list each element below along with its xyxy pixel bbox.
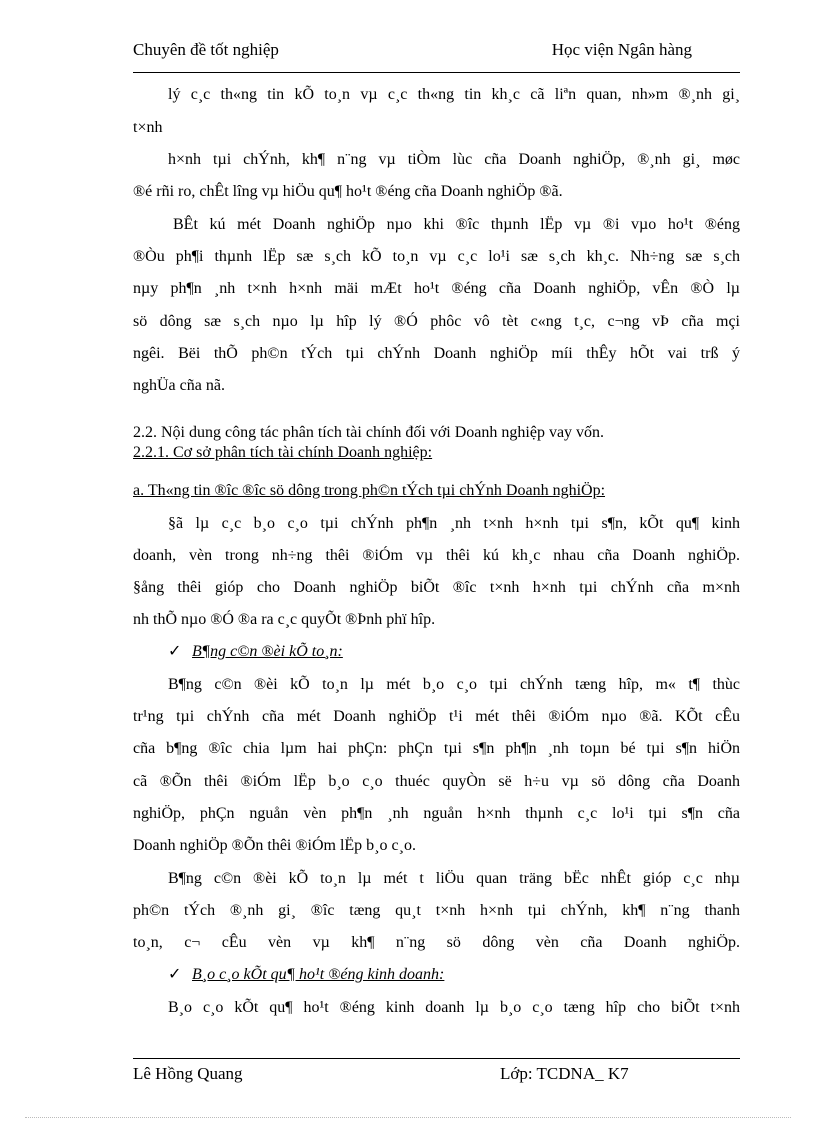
text-line: doanh, vèn trong nh÷ng thêi ®iÓm vµ thêi kú kh¸c nhau cña Doanh nghiÖp. <box>133 547 740 564</box>
text-line: ph©n tÝch ®¸nh gi¸ ®îc tæng qu¸t t×nh h×nh tµi chÝnh, kh¶ n¨ng thanh <box>133 902 740 919</box>
check-icon: ✓ <box>168 966 182 983</box>
text-line: to¸n, c¬ cÊu vèn vµ kh¶ n¨ng sö dông vèn cña Doanh nghiÖp. <box>133 934 740 951</box>
text-line: tr¹ng tµi chÝnh cña mét Doanh nghiÖp t¹i mét thêi ®iÓm nµo ®ã. KÕt cÊu <box>133 708 740 725</box>
text-line: ®Òu ph¶i thµnh lËp sæ s¸ch kÕ to¸n vµ c¸c lo¹i sæ s¸ch kh¸c. Nh÷ng sæ s¸ch <box>133 248 740 265</box>
footer-right: Lớp: TCDNA_ K7 <box>500 1064 629 1083</box>
text-line: sö dông sæ s¸ch nµo lµ hîp lý ®Ó phôc vô tèt c«ng t¸c, c¬ng vÞ cña mçi <box>133 313 740 330</box>
page-break-line <box>25 1117 791 1118</box>
footer-left: Lê Hồng Quang <box>133 1064 243 1083</box>
header-right: Học viện Ngân hàng <box>551 40 692 59</box>
text-line: Doanh nghiÖp ®Õn thêi ®iÓm lËp b¸o c¸o. <box>133 837 416 854</box>
bullet-label: B¶ng c©n ®èi kÕ to¸n: <box>192 643 343 660</box>
section-heading: 2.2. Nội dung công tác phân tích tài chính đối với Doanh nghiệp vay vốn. <box>133 424 605 441</box>
footer-rule <box>133 1058 740 1059</box>
item-heading: a. Th«ng tin ®îc ®îc sö dông trong ph©n tÝch tµi chÝnh Doanh nghiÖp: <box>133 482 606 499</box>
text-line: ®é rñi ro, chÊt lîng vµ hiÖu qu¶ ho¹t ®éng cña Doanh nghiÖp ®ã. <box>133 183 563 200</box>
check-icon: ✓ <box>168 643 182 660</box>
text-line: cña b¶ng ®îc chia lµm hai phÇn: phÇn tµi s¶n ph¶n ¸nh toµn bé tµi s¶n hiÖn <box>133 740 740 757</box>
subsection-heading: 2.2.1. Cơ sở phân tích tài chính Doanh nghiệp: <box>133 444 433 461</box>
text-line: h×nh tµi chÝnh, kh¶ n¨ng vµ tiÒm lùc cña Doanh nghiÖp, ®¸nh gi¸ møc <box>168 151 740 168</box>
text-line: lý c¸c th«ng tin kÕ to¸n vµ c¸c th«ng tin kh¸c cã liªn quan, nh»m ®¸nh gi¸ <box>168 86 740 103</box>
text-line: nµy ph¶n ¸nh t×nh h×nh mäi mÆt ho¹t ®éng cña Doanh nghiÖp, vÊn ®Ò lµ <box>133 280 740 297</box>
text-line: §ã lµ c¸c b¸o c¸o tµi chÝnh ph¶n ¸nh t×nh h×nh tµi s¶n, kÕt qu¶ kinh <box>168 515 740 532</box>
text-line: BÊt kú mét Doanh nghiÖp nµo khi ®îc thµnh lËp vµ ®i vµo ho¹t ®éng <box>173 216 740 233</box>
bullet-item <box>168 964 444 986</box>
text-line: cã ®Õn thêi ®iÓm lËp b¸o c¸o thuéc quyÒn së h÷u vµ sö dông cña Doanh <box>133 773 740 790</box>
text-line: ngêi. Bëi thÕ ph©n tÝch tµi chÝnh Doanh nghiÖp míi thÊy hÕt vai trß ý <box>133 345 740 362</box>
text-line: nghÜa cña nã. <box>133 377 225 394</box>
text-line: nghiÖp, phÇn nguån vèn ph¶n ¸nh nguån h×nh thµnh c¸c lo¹i tµi s¶n cña <box>133 805 740 822</box>
text-line: B¶ng c©n ®èi kÕ to¸n lµ mét b¸o c¸o tµi chÝnh tæng hîp, m« t¶ thùc <box>168 676 740 693</box>
text-line: B¶ng c©n ®èi kÕ to¸n lµ mét t liÖu quan träng bËc nhÊt gióp c¸c nhµ <box>168 870 740 887</box>
bullet-item <box>168 641 343 663</box>
page-header <box>133 38 740 64</box>
text-line: B¸o c¸o kÕt qu¶ ho¹t ®éng kinh doanh lµ b¸o c¸o tæng hîp cho biÕt t×nh <box>168 999 740 1016</box>
header-left: Chuyên đề tốt nghiệp <box>133 40 279 59</box>
header-rule <box>133 72 740 73</box>
text-line: t×nh <box>133 119 163 136</box>
bullet-label: B¸o c¸o kÕt qu¶ ho¹t ®éng kinh doanh: <box>192 966 445 983</box>
text-line: §ång thêi gióp cho Doanh nghiÖp biÕt ®îc t×nh h×nh tµi chÝnh cña m×nh <box>133 579 740 596</box>
text-line: nh thÕ nµo ®Ó ®a ra c¸c quyÕt ®Þnh phï hîp. <box>133 611 436 628</box>
